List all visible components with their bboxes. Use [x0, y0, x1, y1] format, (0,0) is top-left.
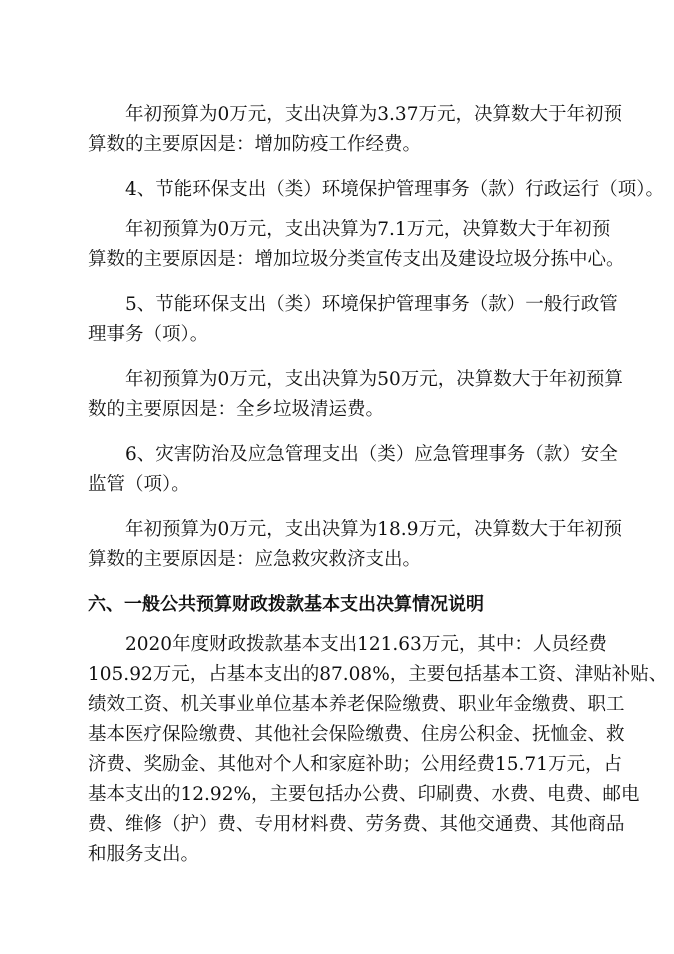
text-line: 基本支出的12.92%，主要包括办公费、印刷费、水费、电费、邮电: [88, 784, 640, 805]
paragraph-5: [88, 365, 623, 425]
paragraph-1: [88, 100, 622, 160]
paragraph-7: [88, 515, 622, 575]
text-line: 年初预算为0万元，支出决算为3.37万元，决算数大于年初预: [125, 104, 622, 125]
paragraph-2: [88, 175, 665, 205]
paragraph-3: [88, 215, 625, 275]
text-line: 监管（项）。: [88, 474, 190, 495]
text-line: 算数的主要原因是：增加垃圾分类宣传支出及建设垃圾分拣中心。: [88, 249, 625, 270]
text-line: 基本医疗保险缴费、其他社会保险缴费、住房公积金、抚恤金、救: [88, 724, 625, 745]
section-heading: 六、一般公共预算财政拨款基本支出决算情况说明: [88, 594, 484, 615]
text-line: 105.92万元，占基本支出的87.08%，主要包括基本工资、津贴补贴、: [88, 664, 668, 685]
text-line: 5、节能环保支出（类）环境保护管理事务（款）一般行政管: [125, 294, 618, 315]
paragraph-4: [88, 290, 618, 350]
text-line: 绩效工资、机关事业单位基本养老保险缴费、职业年金缴费、职工: [88, 694, 625, 715]
text-line: 6、灾害防治及应急管理支出（类）应急管理事务（款）安全: [125, 444, 618, 465]
text-line: 2020年度财政拨款基本支出121.63万元，其中：人员经费: [125, 634, 607, 655]
text-line: 和服务支出。: [88, 844, 200, 865]
text-line: 算数的主要原因是：增加防疫工作经费。: [88, 134, 422, 155]
text-line: 算数的主要原因是：应急救灾救济支出。: [88, 549, 422, 570]
text-line: 费、维修（护）费、专用材料费、劳务费、其他交通费、其他商品: [88, 814, 625, 835]
text-line: 理事务（项）。: [88, 324, 209, 345]
text-line: 4、节能环保支出（类）环境保护管理事务（款）行政运行（项）。: [125, 179, 665, 200]
text-line: 年初预算为0万元，支出决算为50万元，决算数大于年初预算: [125, 369, 623, 390]
paragraph-final: [88, 630, 668, 870]
paragraph-6: [88, 440, 618, 500]
text-line: 年初预算为0万元，支出决算为18.9万元，决算数大于年初预: [125, 519, 622, 540]
text-line: 年初预算为0万元，支出决算为7.1万元，决算数大于年初预: [125, 219, 611, 240]
text-line: 数的主要原因是：全乡垃圾清运费。: [88, 399, 385, 420]
text-line: 济费、奖励金、其他对个人和家庭补助；公用经费15.71万元，占: [88, 754, 622, 775]
